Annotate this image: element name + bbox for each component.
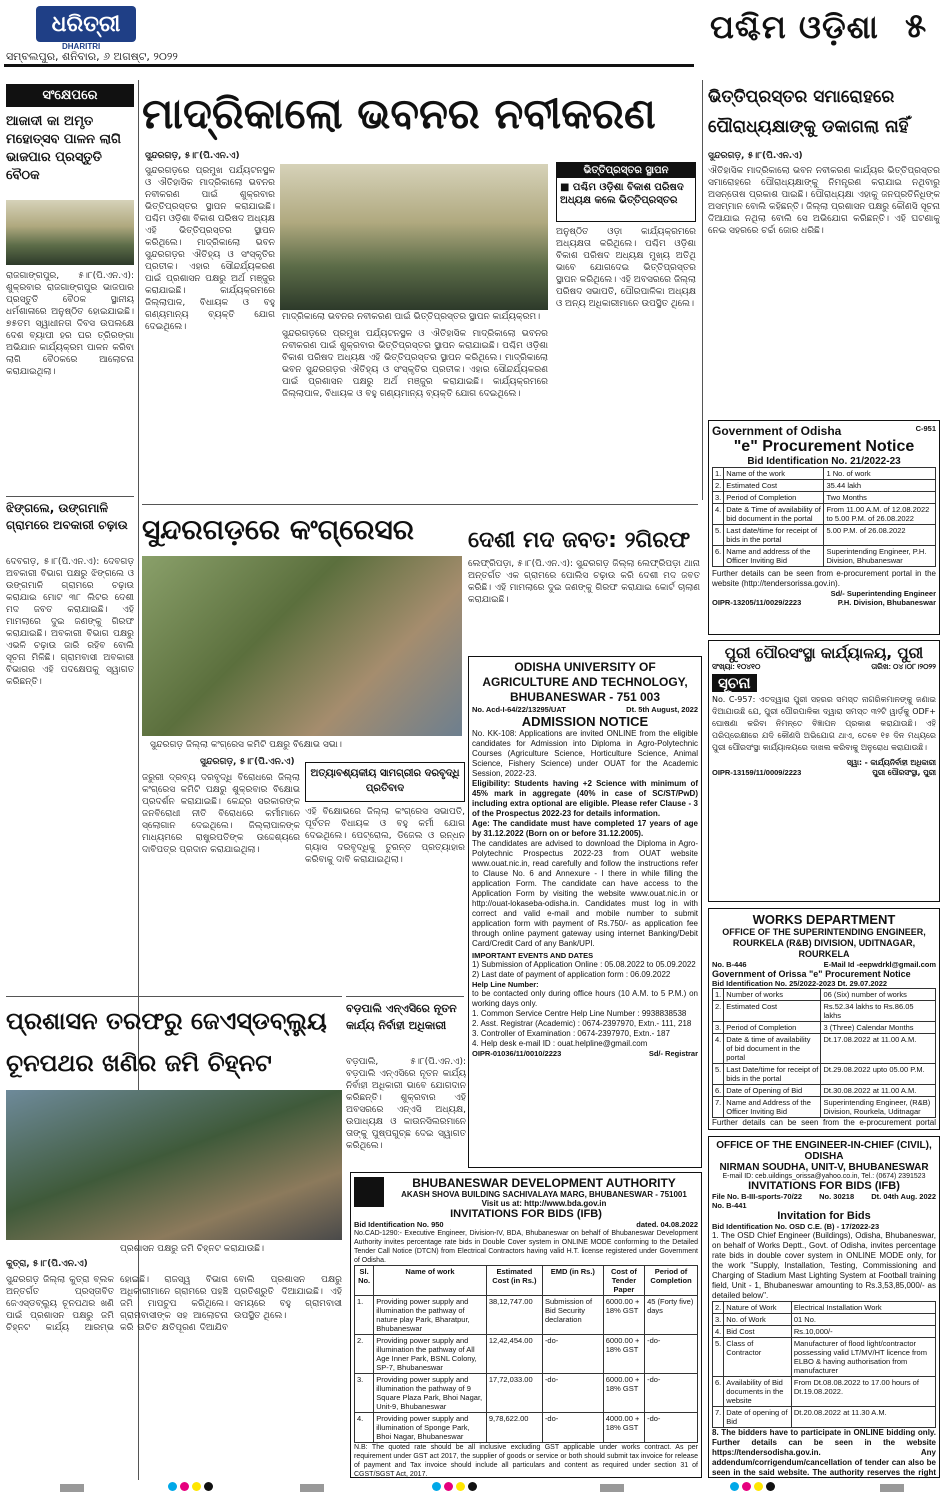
table-header: Sl. No. xyxy=(355,1266,374,1296)
works-email: E-Mail Id -eepwdrkl@gmail.com xyxy=(823,960,936,969)
table-cell: 35.44 lakh xyxy=(824,480,936,492)
ouat-event-2: 2) Last date of payment of application form : 06.09.2022 xyxy=(472,970,671,979)
jsw-body: ସୁନ୍ଦରଗଡ଼ ଜିଲ୍ଲା କୁତ୍ରା ବ୍ଲକ ଅନ୍ତର୍ଗତ ପ୍ରସ୍ତାବିତ ଜେଏସ୍‌ଡବ୍ଲ୍ୟୁ ଚୂନପଥର ଖଣି ପାଇଁ ପ୍ରଶାସନ ପକ୍ଷରୁ ଜମି ଚିହ୍ନଟ କାର୍ଯ୍ୟ ଆରମ୍ଭ ହୋଇଛି। ରାଜସ୍ୱ ବିଭାଗ ଅଧିକାରୀମାନେ ଗ୍ରାମରେ ପହଞ୍ଚି ଜମି ମାପଚୁପ କରିଥିଲେ। ଗ୍ରାମବାସୀଙ୍କ ସହ ଆଲୋଚନା କରି ଉଚିତ କ୍ଷତିପୂରଣ ଦିଆଯିବ ବୋଲି ପ୍ରଶାସନ ପକ୍ଷରୁ ପ୍ରତିଶ୍ରୁତି ଦିଆଯାଇଛି। ଏହି ସମୟରେ ବହୁ ଗ୍ରାମବାସୀ ଉପସ୍ଥିତ ଥିଲେ। xyxy=(6,1275,342,1333)
table-cell: 38,12,747.00 xyxy=(486,1296,542,1335)
ad-ouat-admission xyxy=(468,656,702,1168)
eic-table xyxy=(712,1301,936,1428)
table-cell: Providing power supply and illumination of Sponge Park, Bhoi Nagar, Bhubaneswar xyxy=(374,1413,487,1443)
reg-dot-magenta xyxy=(180,1482,189,1491)
puri-ref: OIPR-13159/11/0009/2223 xyxy=(712,768,802,777)
top-right-headline: ଭିତ୍ତିପ୍ରସ୍ତର ସମାରୋହରେ ପୌରାଧ୍ୟକ୍ଷାଙ୍କୁ ଡକାଗଲା ନାହିଁ xyxy=(708,87,909,137)
table-cell: Date of opening of Bid xyxy=(724,1407,792,1428)
ouat-help-note: to be contacted only during office hours (10 A.M. to 5 P.M.) on working days only. xyxy=(472,989,698,1008)
table-row xyxy=(713,1377,936,1407)
ouat-body: No. KK-108: Applications are invited ONLINE from the eligible candidates for Admission into Diploma in Agro-Polytechnic Courses (Agriculture Science, Horticulture Science, Animal Science, Fishery Science) under OUAT for the Academic Session, 2022-23. xyxy=(472,729,698,778)
table-row xyxy=(713,1326,936,1338)
congress-sub-kicker-box xyxy=(305,762,465,802)
table-cell: Bid Cost xyxy=(724,1326,792,1338)
bda-title: BHUBANESWAR DEVELOPMENT AUTHORITY xyxy=(412,1176,676,1190)
congress-photo xyxy=(142,556,462,736)
lead-subhead: ■ ପଶ୍ଚିମ ଓଡ଼ିଶା ବିକାଶ ପରିଷଦ ଅଧ୍ୟକ୍ଷ କଲେ ଭିତ୍ତିପ୍ରସ୍ତର xyxy=(560,182,684,206)
eic-no-2: No. B-441 xyxy=(712,1201,747,1210)
table-cell: From Dt.08.08.2022 to 17.00 hours of Dt.19.08.2022. xyxy=(791,1377,935,1407)
table-cell: Period of Completion xyxy=(724,492,824,504)
ouat-help-4: 4. Help desk e-mail ID : ouat.helpline@gmail.com xyxy=(472,1039,648,1048)
table-cell: Date of Opening of Bid xyxy=(724,1085,821,1097)
table-header: Name of work xyxy=(374,1266,487,1296)
table-cell: Superintending Engineer, P.H. Division, Bhubaneswar xyxy=(824,546,936,567)
bda-note: N.B: The quoted rate should be all inclusive excluding GST applicable under works contract. As per requirement under GST act 2017, the supplier of goods or service or both should submit tax invoice for release of payment and Tax invoice should include all particulars and content as required under section 31 of CGST/SGST Act, 2017. xyxy=(354,1444,698,1478)
table-cell: 5. xyxy=(713,525,724,546)
table-cell: 9,78,622.00 xyxy=(486,1413,542,1443)
bda-heading: INVITATIONS FOR BIDS (IFB) xyxy=(450,1208,602,1220)
top-right-body: ଐତିହାସିକ ମାଦ୍ରିକାଲୋ ଭବନ ନବୀକରଣ କାର୍ଯ୍ୟର ଭିତ୍ତିପ୍ରସ୍ତର ସମାରୋହରେ ପୌରାଧ୍ୟକ୍ଷାଙ୍କୁ ନିମନ୍ତ୍ରଣ କରାଯାଇ ନଥିବାରୁ ଅସନ୍ତୋଷ ପ୍ରକାଶ ପାଇଛି। ପୌରାଧ୍ୟକ୍ଷା ଏହାକୁ ଜନପ୍ରତିନିଧିଙ୍କ ଅସମ୍ମାନ ବୋଲି କହିଛନ୍ତି। ଜିଲ୍ଲା ପ୍ରଶାସନ ପକ୍ଷରୁ କୌଣସି ସୂଚନା ଦିଆଯାଇ ନଥିଲା ବୋଲି ସେ ଅଭିଯୋଗ କରିଛନ୍ତି। ଏହି ଘଟଣାକୁ ନେଇ ସହରରେ ଚର୍ଚ୍ଚା ଜୋର ଧରିଛି। xyxy=(708,166,940,236)
puri-title: ପୁରୀ ପୌରସଂସ୍ଥା କାର୍ଯ୍ୟାଳୟ, ପୁରୀ xyxy=(724,644,924,662)
ouat-help-3: 3. Controller of Examination : 0674-2397970, Extn.- 187 xyxy=(472,1029,670,1038)
jsw-photo xyxy=(6,1090,342,1240)
lead-kicker-box xyxy=(556,162,696,222)
table-cell: 2. xyxy=(713,1302,724,1314)
puri-notice-label: ସୂଚନା xyxy=(712,674,757,692)
ad-table xyxy=(712,467,936,567)
lead-kicker: ଭିତ୍ତିପ୍ରସ୍ତର ସ୍ଥାପନ xyxy=(557,163,695,178)
table-cell: Dt.20.08.2022 at 11.30 A.M. xyxy=(791,1407,935,1428)
table-cell: -do- xyxy=(645,1413,698,1443)
section-rule xyxy=(142,504,698,505)
section-title: ପଶ୍ଚିମ ଓଡ଼ିଶା xyxy=(710,8,879,46)
table-cell: 4. xyxy=(713,1034,724,1064)
bda-date: dated. 04.08.2022 xyxy=(636,1220,698,1229)
officer-headline: ବଡ଼ପାଲି ଏନ୍‌ଏସିରେ ନୂତନ କାର୍ଯ୍ୟ ନିର୍ବାହୀ ଅଧିକାରୀ xyxy=(346,1002,457,1032)
lead-body-2: ଅନୁଷ୍ଠିତ ଓଡ଼ା କାର୍ଯ୍ୟକ୍ରମରେ ଅଧ୍ୟକ୍ଷତା କରିଥିଲେ। ପଶ୍ଚିମ ଓଡ଼ିଶା ବିକାଶ ପରିଷଦ ଅଧ୍ୟକ୍ଷ ମୁଖ୍ୟ ଅତିଥି ଭାବେ ଯୋଗଦେଇ ଭିତ୍ତିପ୍ରସ୍ତର ସ୍ଥାପନ କରିଥିଲେ। ଏହି ଅବସରରେ ଜିଲ୍ଲା ପରିଷଦ ସଭାପତି, ପୌରପାଳିକା ଅଧ୍ୟକ୍ଷ ଓ ଅନ୍ୟ ଅଧିକାରୀମାନେ ଉପସ୍ଥିତ ଥିଲେ। xyxy=(556,227,696,309)
ouat-eligibility: Eligibility: Students having +2 Science with minimum of 45% mark in aggregate (40% in case of SC/ST/PwD) including extra optional are eligible. Please refer Clause - 3 of the Prospectus 2022-23 for details information. xyxy=(472,779,698,818)
table-row xyxy=(713,1302,936,1314)
table-cell: 6. xyxy=(713,546,724,567)
reg-dot-cyan xyxy=(432,1482,441,1491)
left2-headline: ଝିଙ୍ଗଲେ, ଉଙ୍ଗମାଳି ଗ୍ରାମରେ ଅବକାରୀ ଚଢ଼ାଉ xyxy=(6,501,128,532)
table-cell: 2. xyxy=(355,1335,374,1374)
table-cell: Number of works xyxy=(724,989,821,1001)
eic-no: No. 30218 xyxy=(819,1192,855,1201)
table-row xyxy=(713,1022,936,1034)
ouat-date: Dt. 5th August, 2022 xyxy=(626,705,698,714)
ouat-heading: ADMISSION NOTICE xyxy=(521,714,649,729)
table-cell: 3. xyxy=(355,1374,374,1413)
table-cell: 6000.00 + 18% GST xyxy=(603,1335,644,1374)
table-cell: 3. xyxy=(713,1314,724,1326)
table-cell: Estimated Cost xyxy=(724,480,824,492)
table-cell: Superintending Engineer, (R&B) Division, Rourkela, Uditnagar xyxy=(821,1097,936,1118)
table-cell: 2. xyxy=(713,480,724,492)
jsw-dateline: କୁତ୍ରା, ୫।୮(ପି.ଏନ.ଏ) xyxy=(6,1259,88,1269)
table-cell: 2. xyxy=(713,1001,724,1022)
table-row xyxy=(713,1338,936,1377)
table-cell: Name of the work xyxy=(724,468,824,480)
table-cell: Estimated Cost xyxy=(724,1001,821,1022)
table-row xyxy=(355,1413,698,1443)
ad-bda-ifb xyxy=(350,1172,702,1478)
table-cell: Two Months xyxy=(824,492,936,504)
bda-table xyxy=(354,1265,698,1443)
section-rule xyxy=(346,996,464,997)
table-cell: Dt.30.08.2022 at 11.00 A.M. xyxy=(821,1085,936,1097)
table-row xyxy=(713,480,936,492)
table-cell: Manufacturer of flood light/contractor possessing valid LT/MV/HT licence from ELBO & having authorisation from manufacturer xyxy=(791,1338,935,1377)
table-cell: 4. xyxy=(355,1413,374,1443)
table-cell: 5. xyxy=(713,1064,724,1085)
table-cell: 5.00 P.M. of 26.08.2022 xyxy=(824,525,936,546)
table-cell: 6000.00 + 18% GST xyxy=(603,1296,644,1335)
works-bid-id: Bid Identification No. 25/2022-2023 Dt. 29.07.2022 xyxy=(712,979,888,988)
table-cell: 6000.00 + 18% GST xyxy=(603,1374,644,1413)
table-header: Period of Completion xyxy=(645,1266,698,1296)
table-cell: No. of Work xyxy=(724,1314,792,1326)
table-cell: 1. xyxy=(713,468,724,480)
table-row xyxy=(713,1064,936,1085)
table-cell: 3 (Three) Calendar Months xyxy=(821,1022,936,1034)
table-cell: Nature of Work xyxy=(724,1302,792,1314)
table-header: Cost of Tender Paper xyxy=(603,1266,644,1296)
ouat-help-2: 2. Asst. Registrar (Academic) : 0674-2397970, Extn.- 111, 218 xyxy=(472,1019,692,1028)
table-cell: 4000.00 + 18% GST xyxy=(603,1413,644,1443)
ad-sign: Sd/- Superintending Engineer xyxy=(830,589,936,598)
officer-body: ବଡ଼ପାଲି, ୫।୮(ପି.ଏନ.ଏ): ବଡ଼ପାଲି ଏନ୍‌ଏସିରେ ନୂତନ କାର୍ଯ୍ୟ ନିର୍ବାହୀ ଅଧିକାରୀ ଭାବେ ଯୋଗଦାନ କରିଛନ୍ତି। ଶୁକ୍ରବାର ଏହି ଅବସରରେ ଏନ୍‌ଏସି ଅଧ୍ୟକ୍ଷ, ଉପାଧ୍ୟକ୍ଷ ଓ କାଉନସିଲରମାନେ ତାଙ୍କୁ ପୁଷ୍ପଗୁଚ୍ଛ ଦେଇ ସ୍ୱାଗତ କରିଥିଲେ। xyxy=(346,1057,466,1151)
ad-puri-municipality xyxy=(708,640,940,902)
top-right-dateline: ସୁନ୍ଦରଗଡ଼, ୫।୮(ପି.ଏନ.ଏ) xyxy=(708,151,803,161)
bda-visit: Visit us at: http://www.bda.gov.in xyxy=(481,1199,607,1208)
table-header: EMD (in Rs.) xyxy=(542,1266,603,1296)
section-rule xyxy=(6,996,342,997)
ouat-help-1: 1. Common Service Centre Help Line Number : 9938838538 xyxy=(472,1009,687,1018)
congress-dateline: ସୁନ୍ଦରଗଡ଼, ୫।୮(ପି.ଏନ.ଏ) xyxy=(200,757,295,767)
reg-dot-yellow xyxy=(754,1482,763,1491)
table-cell: Providing power supply and illumination the pathway of nature play Park, Bharatpur, Bhubaneswar xyxy=(374,1296,487,1335)
eic-footer: 8. The bidders have to participate in ONLINE bidding only. Further details can be seen in the website https://tendersodisha.gov.in. Any addendum/corrigendum/cancellation of tender can also be seen in the said website. The authority reserves the right xyxy=(712,1428,936,1477)
registration-block xyxy=(60,1484,84,1492)
table-cell: -do- xyxy=(645,1335,698,1374)
works-no: No. B-446 xyxy=(712,960,747,969)
puri-sign: ସ୍ୱା: - କାର୍ଯ୍ୟନିର୍ବାହୀ ଅଧିକାରୀ xyxy=(846,758,936,767)
brief-headline: ଆଜାଦୀ କା ଅମୃତ ମହୋତ୍ସବ ପାଳନ ଲାଗି ଭାଜପାର ପ୍ରସ୍ତୁତି ବୈଠକ xyxy=(6,114,122,183)
table-cell: From 11.00 A.M. of 12.08.2022 to 5.00 P.M. of 26.08.2022 xyxy=(824,504,936,525)
registration-block xyxy=(300,1484,324,1492)
table-header: Estimated Cost (in Rs.) xyxy=(486,1266,542,1296)
table-cell: Rs.10,000/- xyxy=(791,1326,935,1338)
registration-marks-center xyxy=(432,1482,477,1492)
eic-bid-id: Bid Identification No. OSD C.E. (B) - 17/2022-23 xyxy=(712,1222,880,1231)
table-cell: 4. xyxy=(713,1326,724,1338)
ad-procurement-notice xyxy=(708,420,940,635)
table-row xyxy=(713,1001,936,1022)
table-cell: Dt.29.08.2022 upto 05.00 P.M. xyxy=(821,1064,936,1085)
eic-intro: 1. The OSD Chief Engineer (Buildings), Odisha, Bhubaneswar, on behalf of Works Deptt., Govt. of Odisha, invites percentage rate bids in double cover system in ONLINE MODE only, for the work "Supply, Installation, Testing, Commissioning and Charging of Stadium Mast Lighting System at Football training field, Unit - 1, Bhubaneswar amounting to Rs.3,53,85,000/- as detailed below". xyxy=(712,1231,936,1300)
table-row xyxy=(713,492,936,504)
eic-title: OFFICE OF THE ENGINEER-IN-CHIEF (CIVIL), ODISHA xyxy=(716,1140,932,1162)
table-row xyxy=(713,989,936,1001)
eic-email: E-mail ID: ceb.uildings_orissa@yahoo.co.in, Tel.: (0674) 2391523 xyxy=(722,1173,926,1180)
ad-footer: Further details can be seen from e-procurement portal in the website (http://tendersorissa.gov.in). xyxy=(712,569,936,588)
ad-govt: Government of Odisha xyxy=(712,424,842,438)
ad-bid-id: Bid Identification No. 21/2022-23 xyxy=(747,456,901,467)
ad-code: C-951 xyxy=(915,424,936,433)
table-header-row xyxy=(355,1266,698,1296)
ouat-no: No. Acd-I-64/22/13295/UAT xyxy=(472,705,566,714)
table-cell: 3. xyxy=(713,1022,724,1034)
congress-photo-caption: ସୁନ୍ଦରଗଡ଼ ଜିଲ୍ଲା କଂଗ୍ରେସ କମିଟି ପକ୍ଷରୁ ବିକ୍ଷୋଭ ସଭା। xyxy=(150,740,342,750)
bda-address: AKASH SHOVA BUILDING SACHIVALAYA MARG, BHUBANESWAR - 751001 xyxy=(401,1190,687,1199)
puri-date: ତାରିଖ: ୦୪।୦୮।୨୦୨୨ xyxy=(871,662,936,671)
ouat-events-heading: IMPORTANT EVENTS AND DATES xyxy=(472,951,594,960)
table-cell: Providing power supply and illumination the pathway of 9 Square Plaza Park, Bhoi Nagar, Unit-9, Bhubaneswar xyxy=(374,1374,487,1413)
reg-dot-cyan xyxy=(168,1482,177,1491)
left2-body: ଦେବଗଡ଼, ୫।୮(ପି.ଏନ.ଏ): ଦେବଗଡ଼ ଅବକାରୀ ବିଭାଗ ପକ୍ଷରୁ ଝିଙ୍ଗଲେ ଓ ଉଙ୍ଗମାଳି ଗ୍ରାମରେ ଚଢ଼ାଉ କରାଯାଇ ମୋଟ ୩୮ ଲିଟର ଦେଶୀ ମଦ ଜବତ କରାଯାଇଛି। ଏହି ମାମଲାରେ ଦୁଇ ଜଣଙ୍କୁ ଗିରଫ କରାଯାଇଛି। ଅବକାରୀ ବିଭାଗ ପକ୍ଷରୁ ଏଭଳି ଚଢ଼ାଉ ଜାରି ରହିବ ବୋଲି ସୂଚନା ମିଳିଛି। ଗ୍ରାମବାସୀ ଅବକାରୀ ବିଭାଗର ଏହି ପଦକ୍ଷେପକୁ ସ୍ୱାଗତ କରିଛନ୍ତି। xyxy=(6,557,134,687)
works-office: OFFICE OF THE SUPERINTENDING ENGINEER, ROURKELA (R&B) DIVISION, UDITNAGAR, ROURKELA xyxy=(722,927,926,959)
ouat-help-heading: Help Line Number: xyxy=(472,980,539,989)
reg-dot-yellow xyxy=(456,1482,465,1491)
liquor-body: ଲେଫ୍ରିପଡ଼ା, ୫।୮(ପି.ଏନ.ଏ): ସୁନ୍ଦରଗଡ଼ ଜିଲ୍ଲା ଲେଫ୍ରିପଡ଼ା ଥାନା ଅନ୍ତର୍ଗତ ଏକ ଗ୍ରାମରେ ପୋଲିସ ଚଢ଼ାଉ କରି ଦେଶୀ ମଦ ଜବତ କରିଛି। ଏହି ମାମଲାରେ ଦୁଇ ଜଣଙ୍କୁ ଗିରଫ କରାଯାଇ କୋର୍ଟ ଚାଲାଣ କରାଯାଇଛି। xyxy=(468,559,700,605)
ad-sign-2: P.H. Division, Bhubaneswar xyxy=(837,598,936,607)
table-cell: 1 No. of work xyxy=(824,468,936,480)
works-table xyxy=(712,988,936,1118)
reg-dot-black xyxy=(204,1482,213,1491)
table-row xyxy=(713,1085,936,1097)
works-notice: Government of Orissa "e" Procurement Notice xyxy=(712,969,911,979)
table-row xyxy=(355,1335,698,1374)
table-row xyxy=(713,1034,936,1064)
table-cell: 6. xyxy=(713,1377,724,1407)
lead-dateline: ସୁନ୍ଦରଗଡ଼, ୫।୮(ପି.ଏନ.ଏ) xyxy=(145,151,240,161)
table-cell: -do- xyxy=(645,1374,698,1413)
reg-dot-black xyxy=(766,1482,775,1491)
ad-works-department xyxy=(708,908,940,1130)
table-cell: 1. xyxy=(355,1296,374,1335)
puri-sign-2: ପୁରୀ ପୌରସଂସ୍ଥା, ପୁରୀ xyxy=(872,768,936,777)
reg-dot-magenta xyxy=(742,1482,751,1491)
table-cell: Availability of Bid documents in the website xyxy=(724,1377,792,1407)
registration-block xyxy=(600,1484,624,1492)
table-row xyxy=(713,468,936,480)
reg-dot-magenta xyxy=(444,1482,453,1491)
table-cell: 7. xyxy=(713,1407,724,1428)
table-cell: Dt.17.08.2022 at 11.00 A.M. xyxy=(821,1034,936,1064)
reg-dot-cyan xyxy=(730,1482,739,1491)
table-cell: Providing power supply and illumination the pathway of All Age Inner Park, BSNL Colony, SP-7, Bhubaneswar xyxy=(374,1335,487,1374)
table-cell: Date & Time of availability of bid document in the portal xyxy=(724,504,824,525)
table-cell: -do- xyxy=(542,1374,603,1413)
congress-body: ଜରୁରୀ ଦ୍ରବ୍ୟ ଦରବୃଦ୍ଧି ବିରୋଧରେ ଜିଲ୍ଲା କଂଗ୍ରେସ କମିଟି ପକ୍ଷରୁ ଶୁକ୍ରବାର ବିକ୍ଷୋଭ ପ୍ରଦର୍ଶନ କରାଯାଇଛି। କେନ୍ଦ୍ର ସରକାରଙ୍କ ଜନବିରୋଧୀ ନୀତି ବିରୋଧରେ କର୍ମୀମାନେ ସ୍ଲୋଗାନ ଦେଇଥିଲେ। ଜିଲ୍ଲାପାଳଙ୍କ ମାଧ୍ୟମରେ ରାଷ୍ଟ୍ରପତିଙ୍କ ଉଦ୍ଦେଶ୍ୟରେ ଦାବିପତ୍ର ପ୍ରଦାନ କରାଯାଇଥିଲା। xyxy=(142,773,300,855)
congress-headline: ସୁନ୍ଦରଗଡ଼ରେ କଂଗ୍ରେସର xyxy=(142,513,414,546)
lead-photo-caption: ମାଦ୍ରିକାଲୋ ଭବନର ନବୀକରଣ ପାଇଁ ଭିତ୍ତିପ୍ରସ୍ତର ସ୍ଥାପନ କାର୍ଯ୍ୟକ୍ରମ। xyxy=(282,312,541,322)
brief-label: ସଂକ୍ଷେପରେ xyxy=(6,84,134,107)
section-rule xyxy=(6,496,134,497)
table-row xyxy=(713,1097,936,1118)
registration-marks-right xyxy=(730,1482,775,1492)
table-cell: 17,72,033.00 xyxy=(486,1374,542,1413)
ouat-age: Age: The candidate must have completed 17 years of age by 31.12.2022 (Born on or before 31.12.2005). xyxy=(472,819,698,838)
reg-dot-black xyxy=(468,1482,477,1491)
table-row xyxy=(713,525,936,546)
table-cell: 6. xyxy=(713,1085,724,1097)
table-cell: 12,42,454.00 xyxy=(486,1335,542,1374)
ad-ref: OIPR-13205/11/0029/2223 xyxy=(712,598,802,607)
eic-file-no: File No. B-III-sports-70/22 xyxy=(712,1192,803,1201)
eic-heading-2: Invitation for Bids xyxy=(777,1210,871,1222)
lead-photo xyxy=(280,164,548,310)
ad-engineer-in-chief xyxy=(708,1136,940,1478)
reg-dot-yellow xyxy=(192,1482,201,1491)
table-cell: 7. xyxy=(713,1097,724,1118)
table-row xyxy=(355,1296,698,1335)
eic-date: Dt. 04th Aug. 2022 xyxy=(871,1192,936,1201)
puri-memo: ସଂଖ୍ୟା: ୧୦୪୧୦ xyxy=(712,662,761,671)
table-cell: Last date/time for receipt of bids in the portal xyxy=(724,525,824,546)
table-cell: -do- xyxy=(542,1335,603,1374)
lead-body-3: ସୁନ୍ଦରଗଡ଼ରେ ପ୍ରମୁଖ ପର୍ଯ୍ୟଟନସ୍ଥଳ ଓ ଐତିହାସିକ ମାଦ୍ରିକାଲୋ ଭବନର ନବୀକରଣ ପାଇଁ ଶୁକ୍ରବାର ଭିତ୍ତିପ୍ରସ୍ତର ସ୍ଥାପନ କରାଯାଇଛି। ପଶ୍ଚିମ ଓଡ଼ିଶା ବିକାଶ ପରିଷଦ ଅଧ୍ୟକ୍ଷ ଏହି ଭିତ୍ତିପ୍ରସ୍ତର ସ୍ଥାପନ କରିଥିଲେ। ମାଦ୍ରିକାଲୋ ଭବନ ସୁନ୍ଦରଗଡ଼ର ଐତିହ୍ୟ ଓ ସଂସ୍କୃତିର ପ୍ରତୀକ। ଏହାର ସୌନ୍ଦର୍ଯ୍ୟକରଣ ପାଇଁ ପ୍ରଶାସନ ପକ୍ଷରୁ ଅର୍ଥ ମଞ୍ଜୁର କରାଯାଇଛି। କାର୍ଯ୍ୟକ୍ରମରେ ଜିଲ୍ଲାପାଳ, ବିଧାୟକ ଓ ବହୁ ଗଣ୍ୟମାନ୍ୟ ବ୍ୟକ୍ତି ଯୋଗ ଦେଇଥିଲେ। xyxy=(282,329,548,399)
table-row xyxy=(713,504,936,525)
masthead-rule xyxy=(4,64,694,67)
page-number: ୫ xyxy=(905,6,927,46)
ouat-title: ODISHA UNIVERSITY OF AGRICULTURE AND TECHNOLOGY, BHUBANESWAR - 751 003 xyxy=(482,660,688,704)
works-title: WORKS DEPARTMENT xyxy=(752,912,896,927)
table-cell: Last Date/time for receipt of bids in the portal xyxy=(724,1064,821,1085)
table-row xyxy=(713,1407,936,1428)
table-cell: 06 (Six) number of works xyxy=(821,989,936,1001)
table-row xyxy=(355,1374,698,1413)
puri-body: No. C-957: ଏତଦ୍ୱାରା ପୁରୀ ସହରର ସମସ୍ତ ନାଗରିକମାନଙ୍କୁ ଜଣାଇ ଦିଆଯାଉଛି ଯେ, ପୁରୀ ପୌରପାଳିକା ଦ୍ୱାରା ସମସ୍ତ ୩୨ଟି ୱାର୍ଡ଼କୁ ODF+ ଘୋଷଣା କରିବା ନିମନ୍ତେ ବିଜ୍ଞାପନ ପ୍ରକାଶ କରାଯାଉଛି। ଏହି ପରିପ୍ରେକ୍ଷୀରେ ଯଦି କୌଣସି ଅଭିଯୋଗ ଥାଏ, ତେବେ ୧୫ ଦିନ ମଧ୍ୟରେ ପୁରୀ ପୌରସଂସ୍ଥା କାର୍ଯ୍ୟାଳୟରେ ଦାଖଲ କରିବାକୁ ଅନୁରୋଧ କରାଯାଉଛି। xyxy=(712,695,936,752)
eic-heading: INVITATIONS FOR BIDS (IFB) xyxy=(748,1180,900,1192)
ouat-sign: Sd/- Registrar xyxy=(648,1049,698,1058)
bda-logo-icon xyxy=(354,1177,384,1207)
table-row xyxy=(713,546,936,567)
table-cell: Name and address of the Officer Inviting Bid xyxy=(724,546,824,567)
table-cell: 1. xyxy=(713,989,724,1001)
lead-body: ସୁନ୍ଦରଗଡ଼ରେ ପ୍ରମୁଖ ପର୍ଯ୍ୟଟନସ୍ଥଳ ଓ ଐତିହାସିକ ମାଦ୍ରିକାଲୋ ଭବନର ନବୀକରଣ ପାଇଁ ଶୁକ୍ରବାର ଭିତ୍ତିପ୍ରସ୍ତର ସ୍ଥାପନ କରାଯାଇଛି। ପଶ୍ଚିମ ଓଡ଼ିଶା ବିକାଶ ପରିଷଦ ଅଧ୍ୟକ୍ଷ ଏହି ଭିତ୍ତିପ୍ରସ୍ତର ସ୍ଥାପନ କରିଥିଲେ। ମାଦ୍ରିକାଲୋ ଭବନ ସୁନ୍ଦରଗଡ଼ର ଐତିହ୍ୟ ଓ ସଂସ୍କୃତିର ପ୍ରତୀକ। ଏହାର ସୌନ୍ଦର୍ଯ୍ୟକରଣ ପାଇଁ ପ୍ରଶାସନ ପକ୍ଷରୁ ଅର୍ଥ ମଞ୍ଜୁର କରାଯାଇଛି। କାର୍ଯ୍ୟକ୍ରମରେ ଜିଲ୍ଲାପାଳ, ବିଧାୟକ ଓ ବହୁ ଗଣ୍ୟମାନ୍ୟ ବ୍ୟକ୍ତି ଯୋଗ ଦେଇଥିଲେ। xyxy=(145,166,275,332)
registration-block xyxy=(880,1484,904,1492)
table-cell: 01 No. xyxy=(791,1314,935,1326)
logo-sub: DHARITRI xyxy=(62,42,101,51)
jsw-headline: ପ୍ରଶାସନ ତରଫରୁ ଜେଏସ୍‌ଡବ୍ଲ୍ୟୁ ଚୂନପଥର ଖଣିର ଜମି ଚିହ୍ନଟ xyxy=(6,1007,327,1077)
column-rule xyxy=(702,80,703,500)
table-cell: Name and Address of the Officer Inviting Bid xyxy=(724,1097,821,1118)
congress-body-2: ଏହି ବିକ୍ଷୋଭରେ ଜିଲ୍ଲା କଂଗ୍ରେସ ସଭାପତି, ପୂର୍ବତନ ବିଧାୟକ ଓ ବହୁ କର୍ମୀ ଯୋଗ ଦେଇଥିଲେ। ପେଟ୍ରୋଲ, ଡିଜେଲ ଓ ରନ୍ଧନ ଗ୍ୟାସ ଦରବୃଦ୍ଧିକୁ ତୁରନ୍ତ ପ୍ରତ୍ୟାହାର କରିବାକୁ ଦାବି କରାଯାଇଥିଲା। xyxy=(305,807,465,865)
table-cell: Period of Completion xyxy=(724,1022,821,1034)
table-cell: Rs.52.34 lakhs to Rs.86.05 lakhs xyxy=(821,1001,936,1022)
table-cell: Date & time of availability of bid document in the portal xyxy=(724,1034,821,1064)
bda-bid-no: Bid Identification No. 950 xyxy=(354,1220,444,1229)
dateline: ସମ୍ବଲପୁର, ଶନିବାର, ୬ ଅଗଷ୍ଟ, ୨୦୨୨ xyxy=(6,50,178,63)
ouat-event-1: 1) Submission of Application Online : 05.08.2022 to 05.09.2022 xyxy=(472,960,696,969)
masthead xyxy=(0,0,945,68)
ouat-ref: OIPR-01036/11/0010/2223 xyxy=(472,1049,562,1058)
table-cell: 5. xyxy=(713,1338,724,1377)
table-cell: 45 (Forty five) days xyxy=(645,1296,698,1335)
works-footer: Further details can be seen from the e-procurement portal xyxy=(712,1118,936,1127)
lead-headline: ମାଦ୍ରିକାଲୋ ଭବନର ନବୀକରଣ xyxy=(142,89,656,138)
table-cell: Submission of Bid Security declaration xyxy=(542,1296,603,1335)
congress-sub-kicker: ଅତ୍ୟାବଶ୍ୟକୀୟ ସାମଗ୍ରୀର ଦରବୃଦ୍ଧି ପ୍ରତିବାଦ xyxy=(310,768,460,794)
eic-sub: NIRMAN SOUDHA, UNIT-V, BHUBANESWAR xyxy=(719,1162,929,1173)
ad-title: "e" Procurement Notice xyxy=(733,438,915,455)
table-row xyxy=(713,1314,936,1326)
table-cell: Class of Contractor xyxy=(724,1338,792,1377)
table-cell: -do- xyxy=(542,1413,603,1443)
dharitri-logo: ଧରିତ୍ରୀ xyxy=(36,6,136,42)
bda-intro: No.CAD-1290:- Executive Engineer, Division-IV, BDA, Bhubaneswar on behalf of Bhubaneswar Development Authority invites percentage rate bids in Double Cover system in ONLINE MODE conforming to the Detailed Tender Call Notice (DTCN) from Electrical Contractors having valid H.T. license registered under Government of Odisha. xyxy=(354,1230,698,1264)
brief-body: ରାଜଗାଙ୍ଗପୁର, ୫।୮(ପି.ଏନ.ଏ): ଶୁକ୍ରବାର ରାଜଗାଙ୍ଗପୁର ଭାଜପାର ପ୍ରସ୍ତୁତି ବୈଠକ ସ୍ଥାନୀୟ ଧର୍ମଶାଳାରେ ଅନୁଷ୍ଠିତ ହୋଇଯାଇଛି। ୭୫ତମ ସ୍ୱାଧୀନତା ଦିବସ ଉପଲକ୍ଷେ ଦେଶ ବ୍ୟାପୀ ହର ଘର ତ୍ରିରଙ୍ଗା ଅଭିଯାନ କାର୍ଯ୍ୟକ୍ରମ ପାଳନ କରିବା ଲାଗି ବୈଠକରେ ଆଲୋଚନା କରାଯାଇଥିଲା। xyxy=(6,271,134,377)
liquor-headline: ଦେଶୀ ମଦ ଜବତ: ୨ଗିରଫ xyxy=(468,528,691,553)
table-cell: 3. xyxy=(713,492,724,504)
table-cell: 4. xyxy=(713,504,724,525)
table-cell: Electrical Installation Work xyxy=(791,1302,935,1314)
jsw-photo-caption: ପ୍ରଶାସନ ପକ୍ଷରୁ ଜମି ଚିହ୍ନଟ କରାଯାଉଛି। xyxy=(120,1244,265,1254)
registration-marks-left xyxy=(168,1482,213,1492)
brief-photo xyxy=(6,200,134,265)
ouat-apply: The candidates are advised to download the Diploma in Agro-Polytechnic Prospectus 2022-23 from OUAT website www.ouat.nic.in, read carefully and follow the instructions refer to Clause No. 6 and Annexure - I there in while filling the application Form. The candidate can have access to the Application Form by visiting the website www.ouat.nic.in or http://ouat-lokaseba-odisha.in. Candidates must log in with correct and valid e-mail and mobile number to submit application form with payment of Rs.750/- as application fee through online payment gateway using internet Banking/Debit Card/Credit Card of any Bank/UPI. xyxy=(472,839,698,948)
